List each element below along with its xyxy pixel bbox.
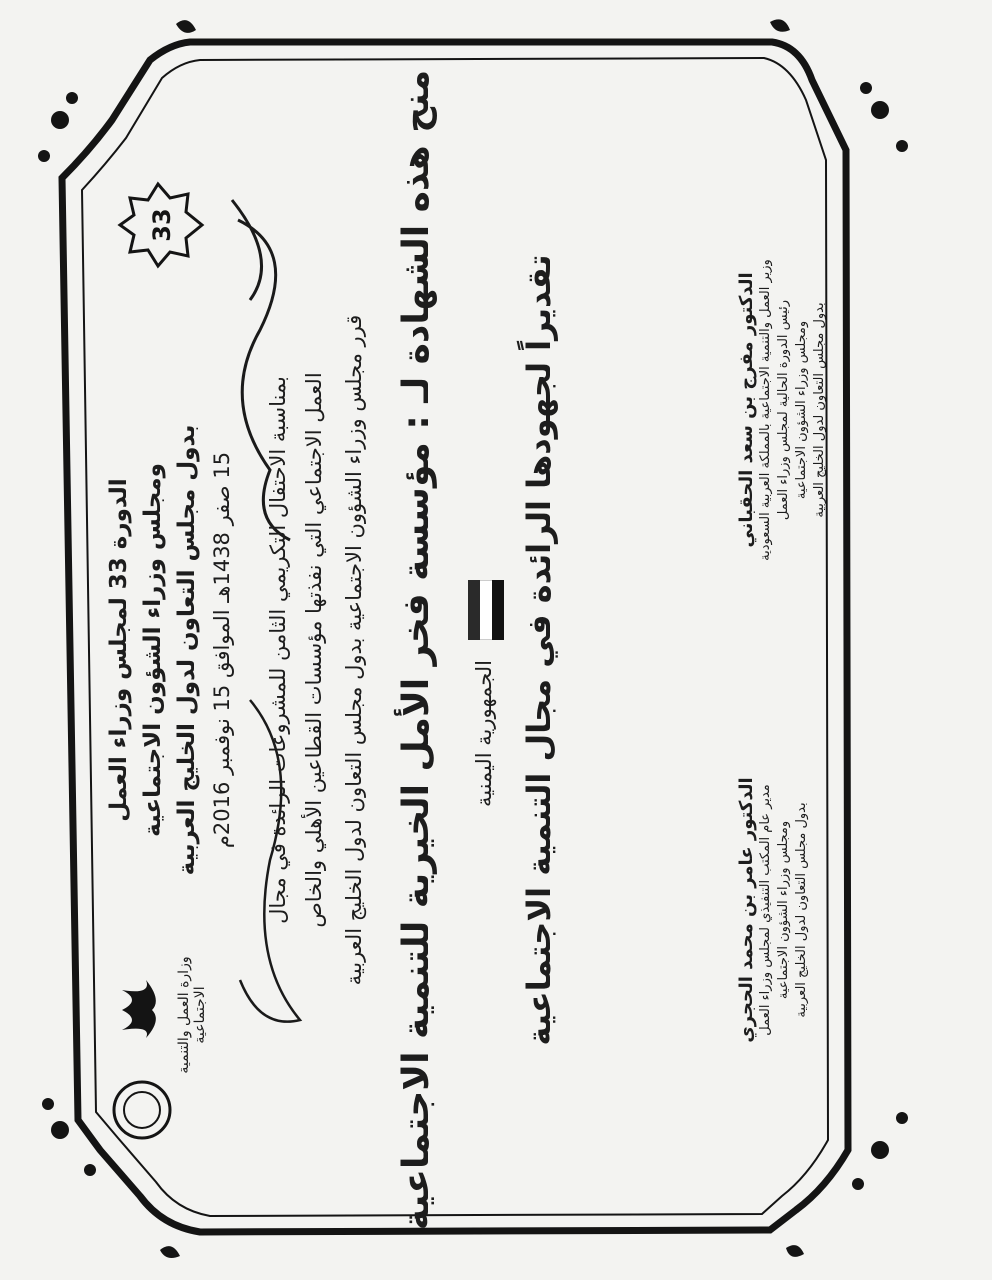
signatory-left — [736, 700, 811, 1120]
occasion-line-1: بمناسبة الاحتفال التكريمي الثامن للمشروعات الرائدة في مجال — [266, 376, 290, 924]
header-line-3: بدول مجلس التعاون لدول الخليج العربية — [174, 424, 200, 876]
header-line-2: ومجلس وزراء الشؤون الاجتماعية — [140, 463, 166, 837]
signatory-left-title-2: ومجلس وزراء الشؤون الاجتماعية — [776, 820, 791, 1000]
certificate-body — [96, 60, 896, 1240]
occasion-line-2: العمل الاجتماعي التي نفذتها مؤسسات القطاعين الأهلي والخاص — [302, 372, 326, 928]
recognition-line: تقديراً لجهودها الرائدة في مجال التنمية الاجتماعية — [520, 254, 558, 1046]
flag-stripe-middle — [480, 580, 492, 640]
flag-stripe-top — [468, 580, 480, 640]
ministry-logos — [102, 950, 212, 1150]
signatory-left-name: الدكتور عامر بن محمد الحجري — [736, 777, 757, 1043]
session-logo-number: 33 — [148, 208, 176, 242]
signatory-left-title-1: مدير عام المكتب التنفيذي لمجلس وزراء العمل — [758, 784, 773, 1036]
header-date: 15 صفر 1438هـ الموافق 15 نوفمبر 2016م — [210, 451, 234, 849]
ministry-label: وزارة العمل والتنمية الاجتماعية — [176, 956, 208, 1074]
session-33-logo — [116, 180, 206, 270]
grant-line: منح هذه الشهادة لـ : مؤسسة فخر الأمل الخيرية للتنمية الاجتماعية — [396, 69, 437, 1231]
signatory-right-title-1: وزير العمل والتنمية الاجتماعية بالمملكة العربية السعودية — [758, 259, 773, 561]
header-line-1: الدورة 33 لمجلس وزراء العمل — [106, 478, 132, 822]
occasion-line-3: قرر مجلس وزراء الشؤون الاجتماعية بدول مجلس التعاون لدول الخليج العربية — [342, 314, 366, 986]
signatory-right — [736, 180, 829, 640]
country-name: الجمهورية اليمنية — [472, 660, 496, 808]
flag-stripe-bottom — [492, 580, 504, 640]
signatory-right-name: الدكتور مفرج بن سعد الحقباني — [736, 272, 757, 548]
signatory-right-title-2: رئيس الدورة الحالية لمجلس وزراء العمل — [776, 299, 791, 521]
signatory-right-title-3: ومجلس وزراء الشؤون الاجتماعية — [794, 320, 809, 500]
signatory-right-title-4: بدول مجلس التعاون لدول الخليج العربية — [812, 302, 827, 518]
yemen-flag — [468, 580, 504, 640]
signatory-left-title-3: بدول مجلس التعاون لدول الخليج العربية — [794, 802, 809, 1018]
